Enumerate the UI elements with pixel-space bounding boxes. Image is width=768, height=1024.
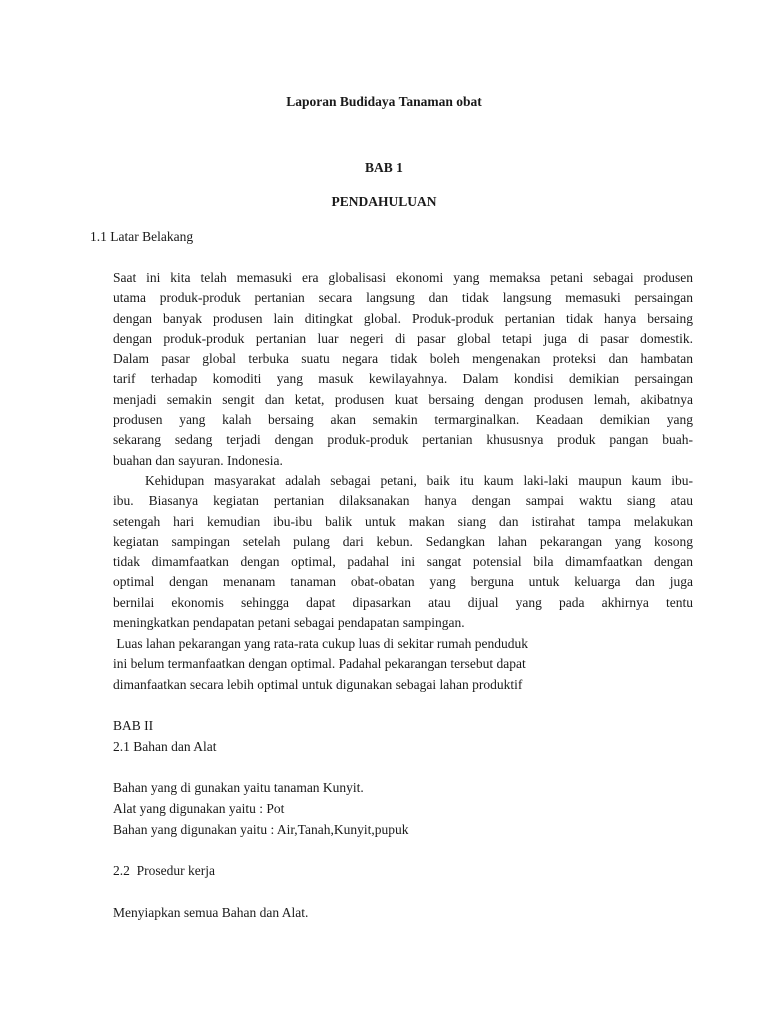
paragraph-line: dimanfaatkan secara lebih optimal untuk digunakan sebagai lahan produktif <box>113 676 523 692</box>
paragraph-line: ini belum termanfaatkan dengan optimal. Padahal pekarangan tersebut dapat <box>113 656 526 672</box>
paragraph-line: Luas lahan pekarangan yang rata-rata cukup luas di sekitar rumah penduduk <box>113 636 528 651</box>
paragraph-line: Kehidupan masyarakat adalah sebagai petani, baik itu kaum laki-laki maupun kaum ibu- <box>145 473 693 488</box>
paragraph-line: meningkatkan pendapatan petani sebagai pendapatan sampingan. <box>113 615 465 631</box>
paragraph-line: tarif terhadap komoditi yang masuk kewilayahnya. Dalam kondisi demikian persaingan <box>113 371 693 387</box>
paragraph-line: dengan produk-produk pertanian luar negeri di pasar global tetapi juga di pasar domestik. <box>113 330 693 346</box>
prosedur-step: Menyiapkan semua Bahan dan Alat. <box>113 905 309 920</box>
section-heading-1-1: 1.1 Latar Belakang <box>90 229 194 244</box>
section-heading-2-1: 2.1 Bahan dan Alat <box>113 739 217 754</box>
paragraph-latar-belakang-1 <box>113 268 693 471</box>
chapter-title: PENDAHULUAN <box>331 194 437 209</box>
paragraph-line: menjadi semakin sengit dan ketat, produsen kuat bersaing dengan produsen lemah, akibatnya <box>113 391 693 407</box>
paragraph-line: buahan dan sayuran. Indonesia. <box>113 452 283 468</box>
section-heading-2-2: 2.2 Prosedur kerja <box>113 863 215 878</box>
paragraph-line: tidak dimamfaatkan dengan optimal, padahal ini sangat potensial bila dimamfaatkan dengan <box>113 554 693 570</box>
paragraph-line: dengan banyak produsen lain ditingkat global. Produk-produk pertanian tidak hanya bersaing <box>113 310 693 326</box>
paragraph-line: utama produk-produk pertanian secara langsung dan tidak langsung memasuki persaingan <box>113 290 693 306</box>
paragraph-line: bernilai ekonomis sehingga dapat dipasarkan atau dijual yang pada akhirnya tentu <box>113 594 693 610</box>
paragraph-line: optimal dengan menanam tanaman obat-obatan yang berguna untuk keluarga dan juga <box>113 574 693 590</box>
paragraph-line: Saat ini kita telah memasuki era globalisasi ekonomi yang memaksa petani sebagai produsen <box>113 270 693 285</box>
chapter-2-heading: BAB II <box>113 718 154 733</box>
paragraph-line: kegiatan sampingan setelah pulang dari kebun. Sedangkan lahan pekarangan yang kosong <box>113 533 693 549</box>
chapter-heading: BAB 1 <box>365 160 403 175</box>
paragraph-line: setengah hari kemudian ibu-ibu balik untuk makan siang dan istirahat tampa melakukan <box>113 513 693 529</box>
bahan-line: Bahan yang digunakan yaitu : Air,Tanah,Kunyit,pupuk <box>113 822 409 837</box>
alat-line: Alat yang digunakan yaitu : Pot <box>113 801 285 816</box>
document-title: Laporan Budidaya Tanaman obat <box>286 94 482 109</box>
bahan-line: Bahan yang di gunakan yaitu tanaman Kunyit. <box>113 780 364 795</box>
paragraph-line: produsen yang kalah bersaing akan semakin termarginalkan. Keadaan demikian yang <box>113 412 693 428</box>
paragraph-latar-belakang-2 <box>113 471 693 633</box>
paragraph-latar-belakang-3 <box>113 634 693 695</box>
paragraph-line: ibu. Biasanya kegiatan pertanian dilaksanakan hanya dengan sampai waktu siang atau <box>113 493 693 509</box>
paragraph-line: Dalam pasar global terbuka suatu negara tidak boleh mengenakan proteksi dan hambatan <box>113 351 693 367</box>
paragraph-line: sekarang sedang terjadi dengan produk-produk pertanian khususnya produk pangan buah- <box>113 432 693 448</box>
